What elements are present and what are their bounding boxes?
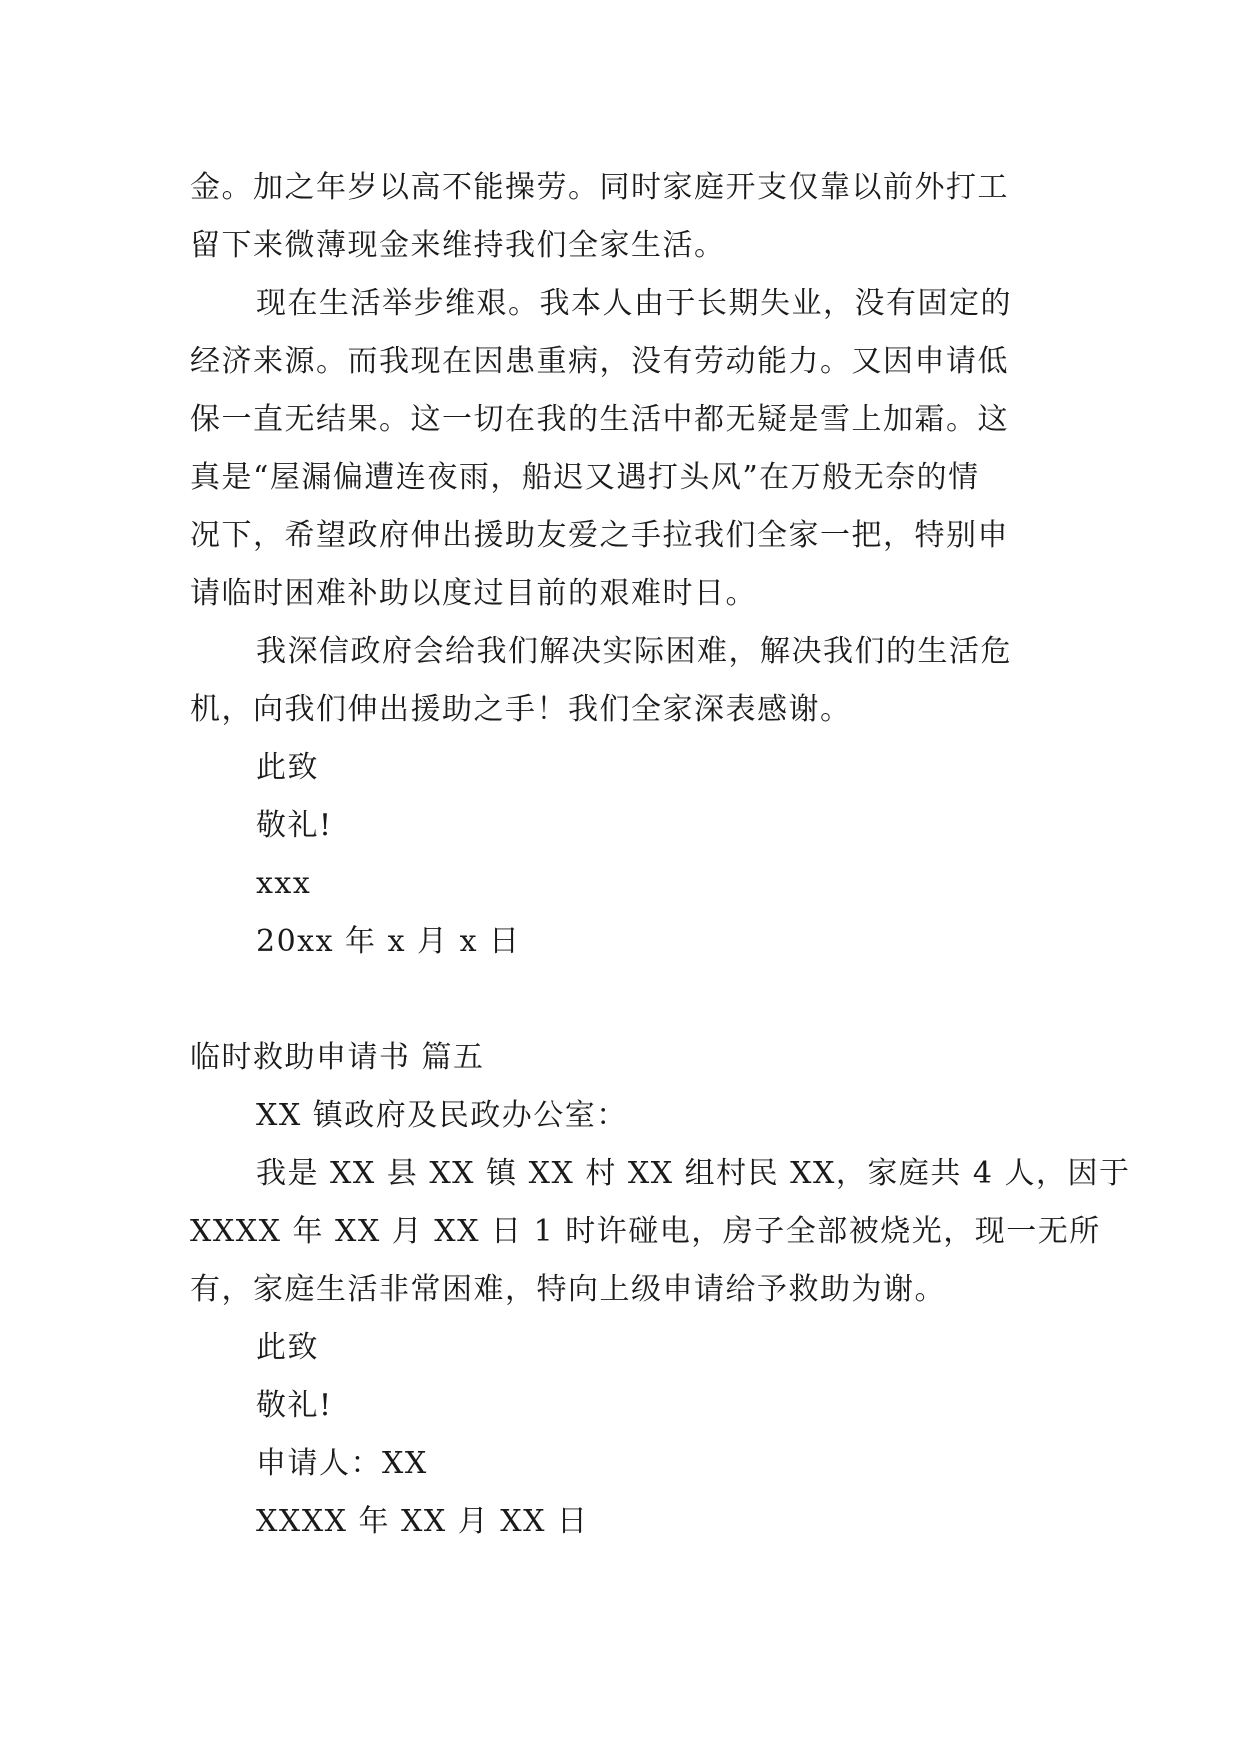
paragraph-hardship [190, 275, 1050, 623]
text-line: 保一直无结果。这一切在我的生活中都无疑是雪上加霜。这 [190, 402, 1009, 437]
closing-text: 此致 [256, 1330, 319, 1365]
signer-name: xxx [256, 866, 312, 901]
letter-date: 20xx 年 x 月 x 日 [256, 924, 521, 959]
text-line: 机，向我们伸出援助之手！我们全家深表感谢。 [190, 692, 852, 727]
paragraph-request [190, 1145, 1131, 1319]
salute-text: 敬礼! [256, 808, 333, 843]
text-line: 金。加之年岁以高不能操劳。同时家庭开支仅靠以前外打工 [190, 170, 1009, 205]
text-line: 现在生活举步维艰。我本人由于长期失业，没有固定的 [256, 286, 1012, 321]
text-line: 请临时困难补助以度过目前的艰难时日。 [190, 576, 757, 611]
section-divider-space [190, 971, 1050, 1029]
letter-date: XXXX 年 XX 月 XX 日 [256, 1504, 589, 1539]
applicant-line: 申请人：XX [256, 1446, 428, 1481]
text-line: 经济来源。而我现在因患重病，没有劳动能力。又因申请低 [190, 344, 1009, 379]
text-line: XXXX 年 XX 月 XX 日 1 时许碰电，房子全部被烧光，现一无所 [190, 1214, 1101, 1249]
text-line: 我是 XX 县 XX 镇 XX 村 XX 组村民 XX，家庭共 4 人，因于 [256, 1156, 1131, 1191]
paragraph-family-situation [190, 159, 1050, 275]
paragraph-gratitude [190, 623, 1050, 739]
text-line: 况下，希望政府伸出援助友爱之手拉我们全家一把，特别申 [190, 518, 1009, 553]
document-body [190, 159, 1131, 1551]
salute-text: 敬礼! [256, 1388, 333, 1423]
text-line: 我深信政府会给我们解决实际困难，解决我们的生活危 [256, 634, 1012, 669]
text-line: 有，家庭生活非常困难，特向上级申请给予救助为谢。 [190, 1272, 946, 1307]
section-heading: 临时救助申请书 篇五 [190, 1040, 485, 1075]
text-line: 真是“屋漏偏遭连夜雨，船迟又遇打头风”在万般无奈的情 [190, 460, 980, 495]
text-line: 留下来微薄现金来维持我们全家生活。 [190, 228, 726, 263]
addressee-line: XX 镇政府及民政办公室： [256, 1098, 628, 1133]
closing-text: 此致 [256, 750, 319, 785]
